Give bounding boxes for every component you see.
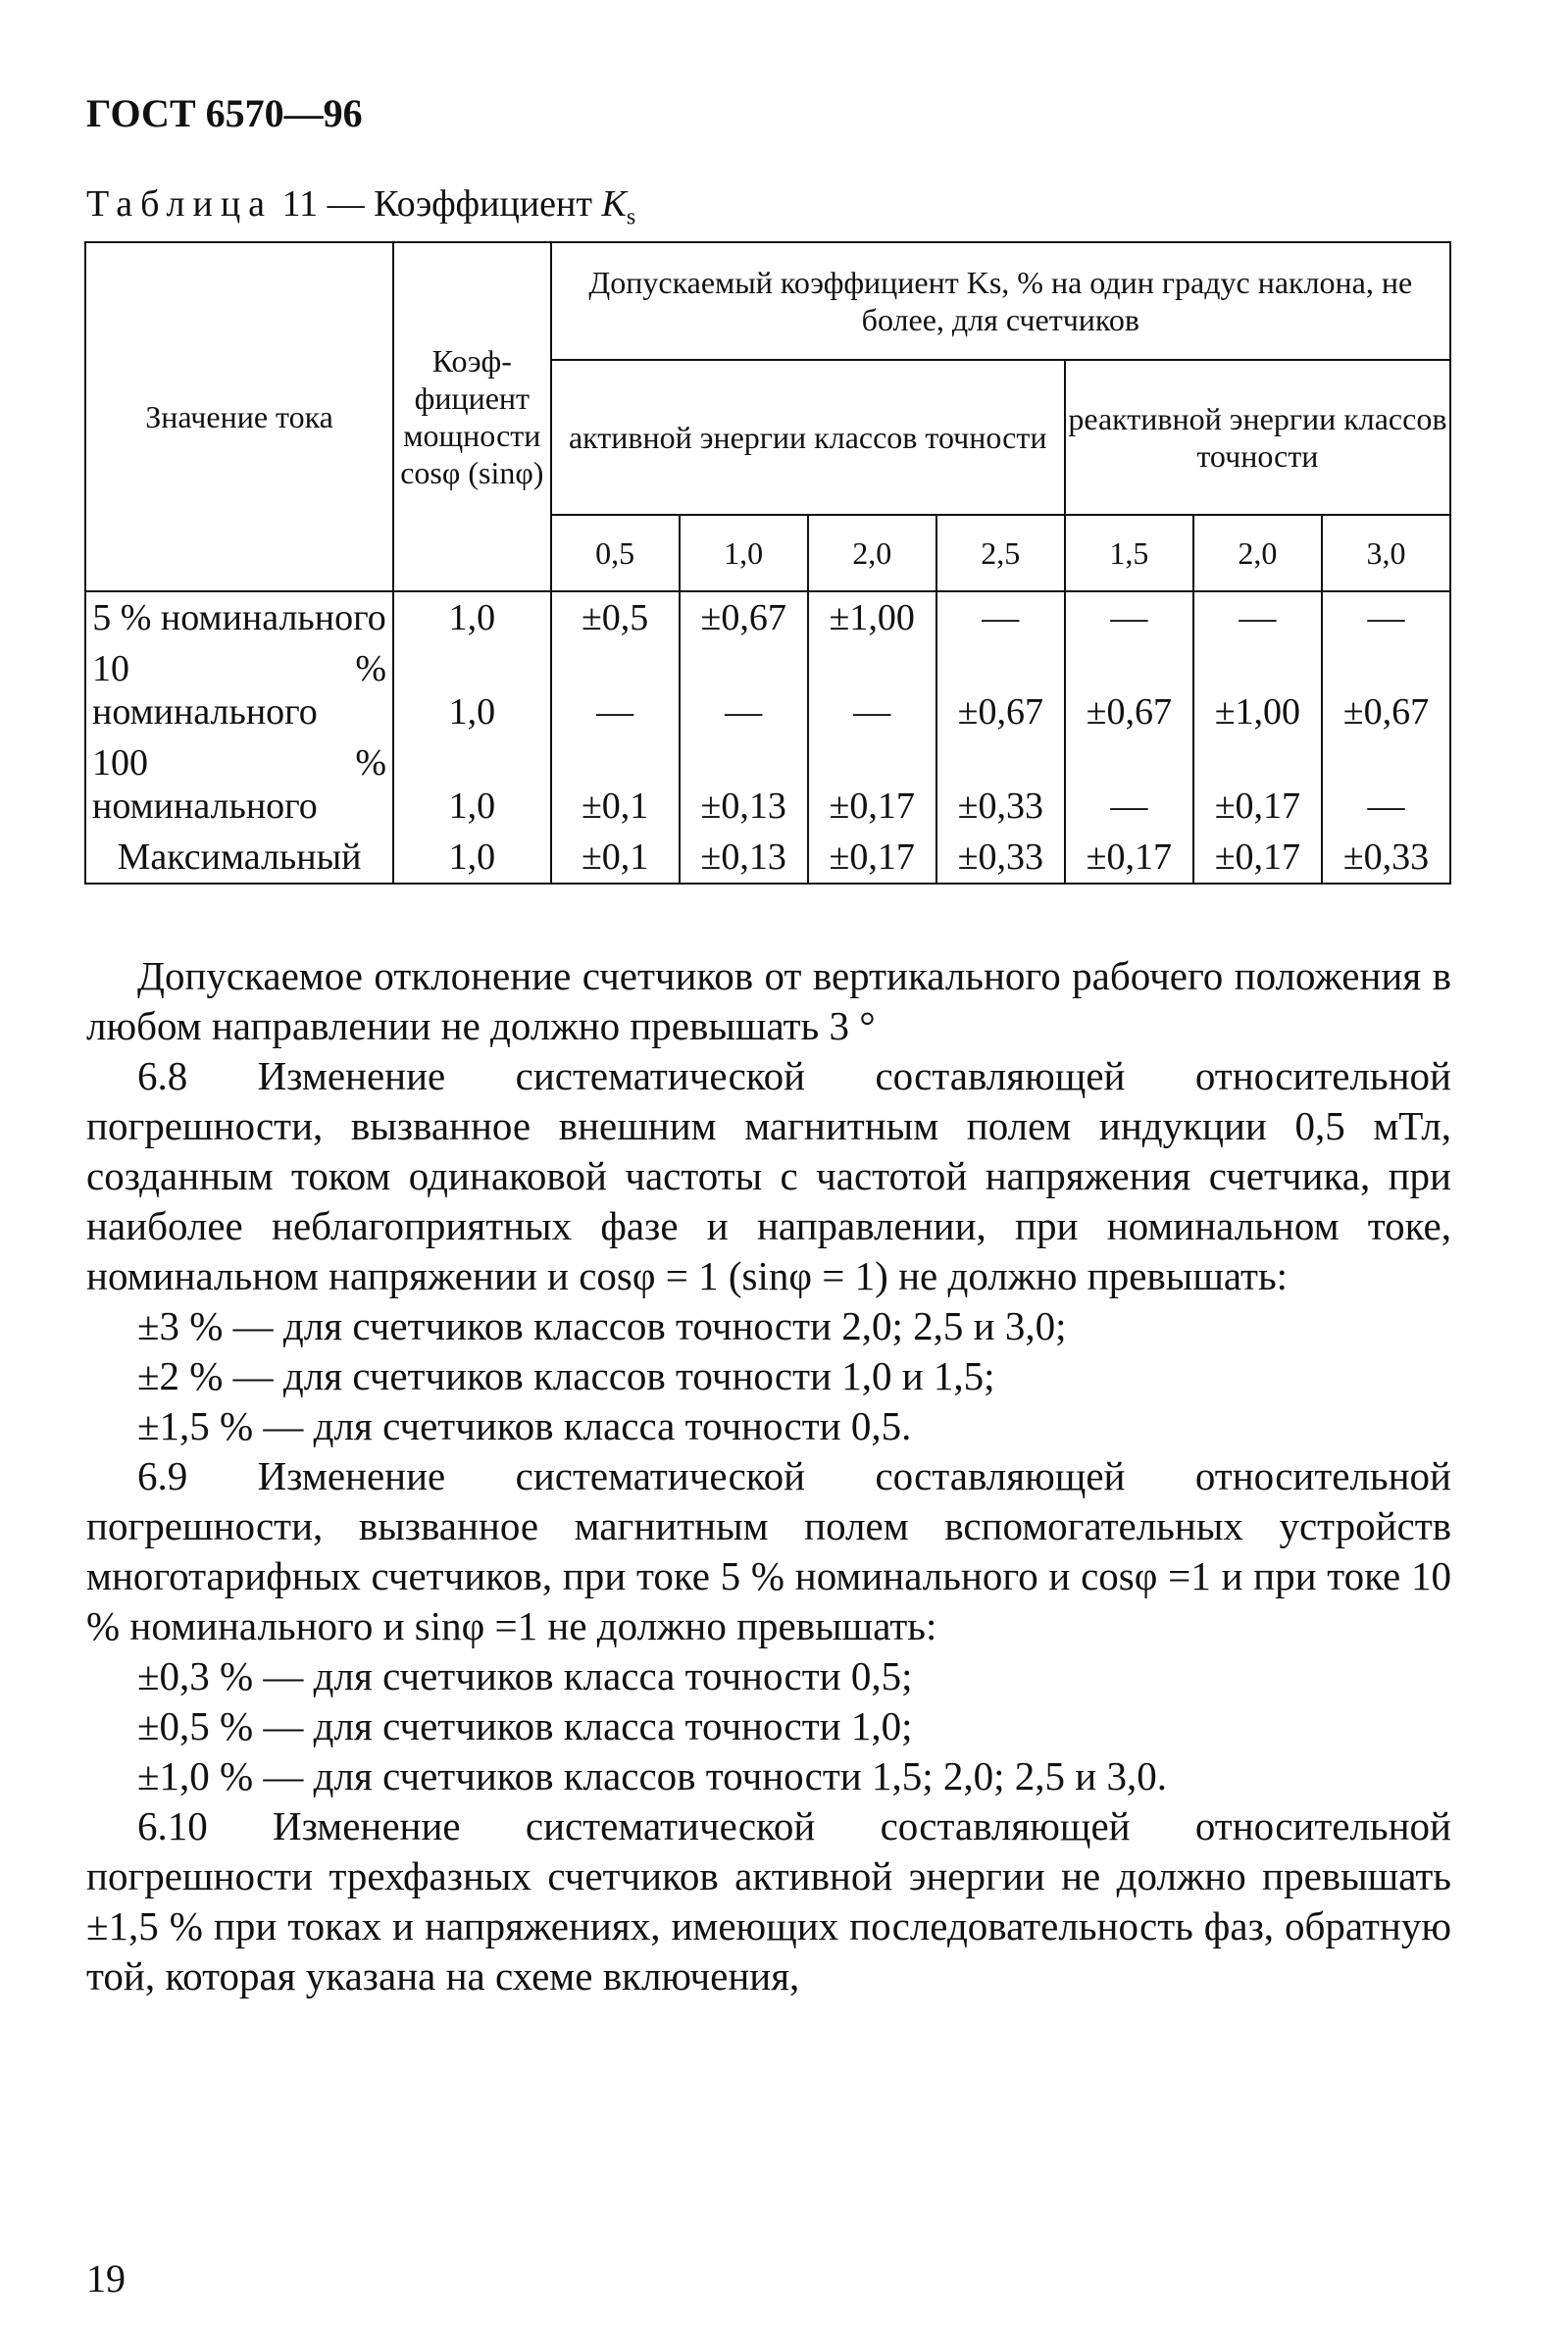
header-class: 2,0 [808,515,936,591]
document-header: ГОСТ 6570—96 [86,91,363,135]
header-allowed: Допускаемый коэффициент Ks, % на один градус наклона, не более, для счетчиков [551,242,1450,360]
row-pf: 1,0 [393,737,551,832]
list-item: ±2 % — для счетчиков классов точности 1,0 и 1,5; [137,1353,995,1398]
cell-value: ±0,17 [1193,737,1322,832]
list-item: ±0,3 % — для счетчиков класса точности 0,5; [137,1653,913,1698]
cell-value: ±0,13 [680,832,808,884]
header-class: 1,5 [1065,515,1193,591]
cell-value: ±0,67 [1322,643,1450,737]
cell-value: ±0,1 [551,832,680,884]
header-current: Значение тока [85,242,393,591]
table-row [85,832,1450,884]
list-item: ±0,5 % — для счетчиков класса точности 1,0; [137,1703,913,1748]
row-pf: 1,0 [393,591,551,643]
cell-value: ±0,33 [936,737,1065,832]
paragraph: 6.9 Изменение систематической составляющей относительной погрешности, вызванное магнитным полем вспомогательных устройств многотарифных счетчиков, при токе 5 % номинального и cosφ =1 и при токе 10 % номинального и sinφ =1 не должно превышать: [86,1453,1451,1648]
cell-value: ±0,67 [680,591,808,643]
list-item: ±1,0 % — для счетчиков классов точности 1,5; 2,0; 2,5 и 3,0. [137,1753,1167,1798]
paragraph: 6.8 Изменение систематической составляющей относительной погрешности, вызванное внешним магнитным полем индукции 0,5 мТл, созданным током одинаковой частоты с частотой напряжения счетчика, при наиболее неблагоприятных фазе и направлении, при номинальном токе, номинальном напряжении и cosφ = 1 (sinφ = 1) не должно превышать: [86,1053,1451,1298]
cell-value: ±0,5 [551,591,680,643]
cell-value: — [936,591,1065,643]
paragraph: Допускаемое отклонение счетчиков от вертикального рабочего положения в любом направлении не должно превышать 3 ° [86,953,1451,1048]
row-pf: 1,0 [393,832,551,884]
page-number: 19 [86,2256,126,2301]
header-reactive: реактивной энергии классов точности [1065,360,1450,515]
cell-value: — [680,643,808,737]
cell-value: ±0,17 [1193,832,1322,884]
row-label: Максимальный [85,832,393,884]
cell-value: — [808,643,936,737]
table-row [85,737,1450,832]
cell-value: ±1,00 [1193,643,1322,737]
cell-value: ±0,13 [680,737,808,832]
cell-value: ±0,33 [1322,832,1450,884]
row-label: 5 % номинального [85,591,393,643]
table-caption-label: Таблица [86,183,274,225]
cell-value: ±1,00 [808,591,936,643]
table-caption [86,182,635,231]
row-label: 100 % номинального [85,737,393,832]
cell-value: ±0,67 [936,643,1065,737]
header-class: 1,0 [680,515,808,591]
cell-value: — [551,643,680,737]
cell-value: — [1193,591,1322,643]
cell-value: — [1065,737,1193,832]
table-caption-sub: s [626,204,636,230]
paragraph: 6.10 Изменение систематической составляющей относительной погрешности трехфазных счетчиков активной энергии не должно превышать ±1,5 % при токах и напряжениях, имеющих последовательность фаз, обратную той, которая указана на схеме включения, [86,1803,1451,1999]
cell-value: ±0,17 [808,832,936,884]
table-caption-symbol: K [601,183,627,225]
cell-value: ±0,67 [1065,643,1193,737]
cell-value: ±0,17 [808,737,936,832]
header-class: 2,5 [936,515,1065,591]
header-power-factor: Коэф-фициент мощности cosφ (sinφ) [393,242,551,591]
list-item: ±3 % — для счетчиков классов точности 2,0; 2,5 и 3,0; [137,1303,1067,1348]
table-caption-text: 11 — Коэффициент [281,183,592,225]
cell-value: — [1322,737,1450,832]
body-text [86,951,1451,2001]
cell-value: ±0,33 [936,832,1065,884]
table-row [85,643,1450,737]
row-label: 10 % номинального [85,643,393,737]
cell-value: ±0,1 [551,737,680,832]
cell-value: — [1322,591,1450,643]
table-row [85,591,1450,643]
header-class: 3,0 [1322,515,1450,591]
header-class: 0,5 [551,515,680,591]
row-pf: 1,0 [393,643,551,737]
header-active: активной энергии классов точности [551,360,1065,515]
cell-value: ±0,17 [1065,832,1193,884]
header-class: 2,0 [1193,515,1322,591]
cell-value: — [1065,591,1193,643]
coefficient-table [84,241,1451,885]
list-item: ±1,5 % — для счетчиков класса точности 0,5. [137,1403,912,1448]
